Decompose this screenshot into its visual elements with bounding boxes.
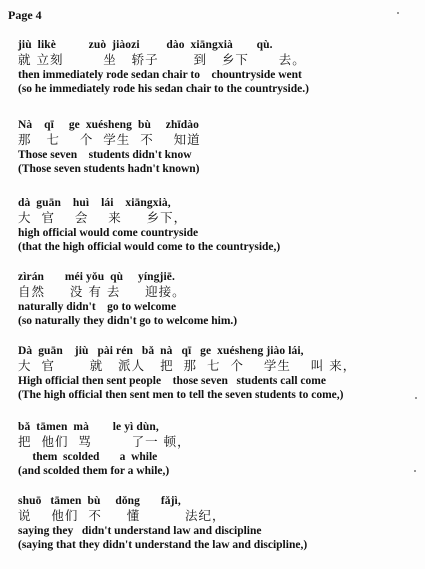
pinyin-line: Dà guān jiù pài rén bǎ nà qī ge xuésheng jiào lái, <box>18 345 304 357</box>
hanzi-line: 自然 没 有 去 迎接。 <box>18 284 186 299</box>
hanzi-line: 就 立刻 坐 轿子 到 乡下 去。 <box>18 52 306 67</box>
sentence-block <box>18 38 418 96</box>
gloss-line: High official then sent people those seven students call come <box>18 375 326 387</box>
pinyin-line: shuō tāmen bù dǒng fǎjì, <box>18 495 181 507</box>
gloss-line: high official would come countryside <box>18 227 199 239</box>
sentence-block <box>18 270 418 328</box>
gloss-line: Those seven students didn't know <box>18 149 192 161</box>
scan-speck <box>414 470 416 472</box>
sentence-block <box>18 118 418 176</box>
hanzi-line: 那 七 个 学生 不 知道 <box>18 132 201 147</box>
sentence-block <box>18 196 418 254</box>
pinyin-line: Nà qī ge xuésheng bù zhīdào <box>18 119 200 131</box>
page-number: Page 4 <box>8 8 42 22</box>
translation-line: (so naturally they didn't go to welcome him.) <box>18 315 238 327</box>
hanzi-line: 把 他们 骂 了一 顿， <box>18 434 191 449</box>
hanzi-line: 大 官 会 来 乡下， <box>18 210 188 225</box>
gloss-line: naturally didn't go to welcome <box>18 301 177 313</box>
translation-line: (The high official then sent men to tell the seven students to come,) <box>18 389 344 401</box>
translation-line: (Those seven students hadn't known) <box>18 163 200 175</box>
pinyin-line: zìrán méi yǒu qù yíngjiē. <box>18 271 175 283</box>
sentence-block <box>18 420 418 478</box>
hanzi-line: 大 官 就 派人 把 那 七 个 学生 叫 来， <box>18 358 357 373</box>
sentence-block <box>18 494 418 552</box>
pinyin-line: dà guān huì lái xiāngxià, <box>18 197 171 209</box>
gloss-line: saying they didn't understand law and discipline <box>18 525 262 537</box>
pinyin-line: jiù likè zuò jiàozi dào xiāngxià qù. <box>18 39 273 51</box>
translation-line: (saying that they didn't understand the law and discipline,) <box>18 539 308 551</box>
sentence-block <box>18 344 418 402</box>
gloss-line: then immediately rode sedan chair to chountryside went <box>18 69 302 81</box>
translation-line: (that the high official would come to the countryside,) <box>18 241 281 253</box>
scan-speck <box>397 12 399 14</box>
scan-speck <box>415 397 417 399</box>
pinyin-line: bǎ tāmen mà le yì dùn, <box>18 421 159 433</box>
translation-line: (and scolded them for a while,) <box>18 465 170 477</box>
hanzi-line: 说 他们 不 懂 法纪， <box>18 508 226 523</box>
gloss-line: them scolded a while <box>18 451 158 463</box>
translation-line: (so he immediately rode his sedan chair to the countryside.) <box>18 83 309 95</box>
